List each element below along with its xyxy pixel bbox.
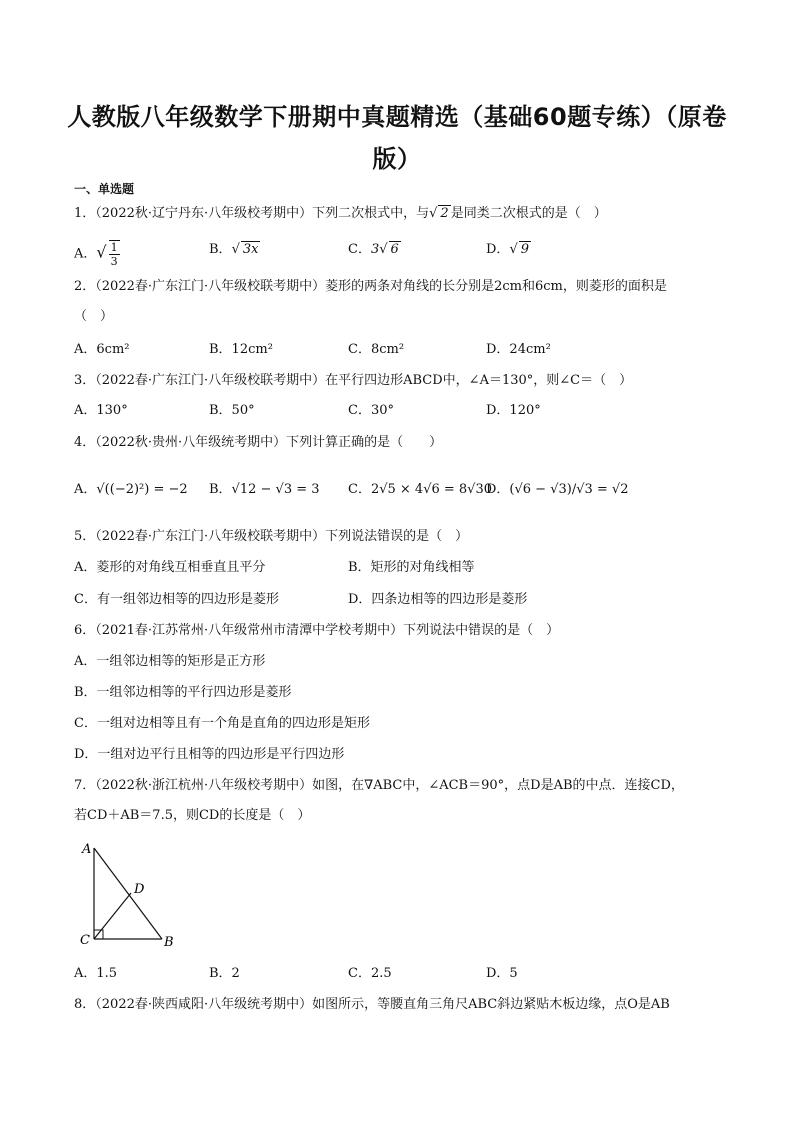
question-1-option-c: C．3√ 6 (348, 242, 399, 257)
question-3-option-c: C．30° (348, 403, 394, 418)
question-2-option-d: D．24cm² (486, 342, 551, 357)
question-7-option-d: D．5 (486, 966, 518, 981)
question-1-option-b: B．√ 3x (209, 242, 259, 257)
question-1-option-a: A．√ $\frac{1}{3}$ (74, 241, 118, 268)
question-3-option-b: B．50° (209, 403, 255, 418)
side-ab (94, 848, 162, 939)
label-a: A (82, 842, 92, 857)
question-6: 6．（2021春·江苏常州·八年级常州市清潭中学校考期中）下列说法中错误的是（ ） (74, 623, 560, 638)
question-3-option-a: A．130° (74, 403, 128, 418)
label-d: D (134, 882, 145, 897)
segment-cd (94, 893, 131, 939)
question-7-option-b: B．2 (209, 966, 240, 981)
question-4: 4．（2022秋·贵州·八年级统考期中）下列计算正确的是（ ） (74, 435, 443, 450)
question-4-option-b: B．√12 − √3 = 3 (209, 482, 320, 497)
question-5-option-b: B．矩形的对角线相等 (348, 560, 475, 575)
question-4-option-c: C．2√5 × 4√6 = 8√30 (348, 482, 493, 497)
question-5-option-a: A．菱形的对角线互相垂直且平分 (74, 560, 266, 575)
question-7-text: 7．（2022秋·浙江杭州·八年级校考期中）如图，在∇ABC中，∠ACB＝90°，点D是AB的中点．连接CD， (74, 778, 684, 793)
question-1-option-d: D．√ 9 (486, 242, 530, 257)
question-2-option-b: B．12cm² (209, 342, 273, 357)
fraction-one-third: $\frac{1}{3}$ (110, 241, 118, 268)
question-2-option-c: C．8cm² (348, 342, 405, 357)
question-5-option-d: D．四条边相等的四边形是菱形 (348, 592, 528, 607)
question-2-option-a: A．6cm² (74, 342, 130, 357)
question-2-text-2: （ ） (74, 309, 114, 324)
triangle-figure (74, 838, 184, 950)
question-4-option-a: A．√((−2)²) = −2 (74, 482, 188, 497)
label-c: C (80, 933, 90, 948)
question-6-option-d: D．一组对边平行且相等的四边形是平行四边形 (74, 747, 345, 762)
question-8: 8．（2022春·陕西咸阳·八年级统考期中）如图所示，等腰直角三角尺ABC斜边紧贴木板边缘，点O是AB (74, 997, 670, 1012)
question-7-option-a: A．1.5 (74, 966, 118, 981)
title-line-1: 人教版八年级数学下册期中真题精选（基础60题专练）（原卷 (67, 103, 727, 131)
question-5: 5．（2022春·广东江门·八年级校联考期中）下列说法错误的是（ ） (74, 529, 469, 544)
question-1-text-a: 1．（2022秋·辽宁丹东·八年级校考期中）下列二次根式中，与 (74, 206, 430, 221)
question-2 (74, 277, 724, 327)
question-7 (74, 776, 724, 826)
question-5-option-c: C．有一组邻边相等的四边形是菱形 (74, 592, 279, 607)
question-1-stem-math: √ 2 (429, 206, 449, 221)
question-3-option-d: D．120° (486, 403, 541, 418)
question-1-text-b: 是同类二次根式的是（ ） (450, 206, 607, 221)
question-3: 3．（2022春·广东江门·八年级校联考期中）在平行四边形ABCD中，∠A＝130°，则∠C＝（ ） (74, 373, 633, 388)
page-title (60, 96, 734, 180)
question-7-option-c: C．2.5 (348, 966, 392, 981)
question-7-text-2: 若CD＋AB＝7.5，则CD的长度是（ ） (74, 808, 311, 823)
title-line-2: 版） (372, 145, 422, 173)
question-1 (74, 204, 724, 224)
question-6-option-c: C．一组对边相等且有一个角是直角的四边形是矩形 (74, 716, 370, 731)
question-2-text: 2．（2022春·广东江门·八年级校联考期中）菱形的两条对角线的长分别是2cm和6cm，则菱形的面积是 (74, 279, 667, 294)
label-b: B (164, 935, 174, 950)
section-heading: 一、单选题 (74, 182, 135, 196)
question-6-option-a: A．一组邻边相等的矩形是正方形 (74, 654, 266, 669)
question-6-option-b: B．一组邻边相等的平行四边形是菱形 (74, 685, 292, 700)
question-4-option-d: D．(√6 − √3)/√3 = √2 (486, 482, 629, 497)
